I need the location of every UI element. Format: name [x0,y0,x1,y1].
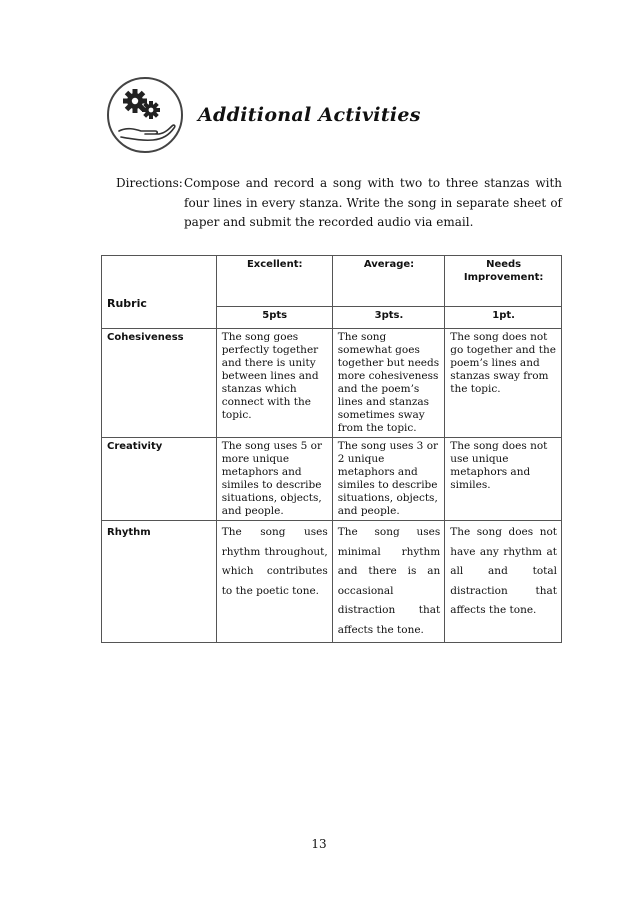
table-row [102,521,562,643]
average-cell: The song uses 3 or 2 unique metaphors and similes to describe situations, objects, and people. [332,438,445,521]
excellent-cell: The song uses 5 or more unique metaphors and similes to describe situations, objects, and people. [216,438,332,521]
criterion-cell: Creativity [102,438,217,521]
average-cell: The song somewhat goes together but needs more cohesiveness and the poem’s lines and stanzas sometimes sway from the topic. [332,329,445,438]
criterion-cell: Rhythm [102,521,217,643]
needs-cell: The song does not go together and the poem’s lines and stanzas sway from the topic. [445,329,562,438]
page-number: 13 [311,837,327,851]
excellent-cell: The song goes perfectly together and there is unity between lines and stanzas which connect with the topic. [216,329,332,438]
header-rubric: Rubric [102,256,217,329]
average-cell: The song uses minimal rhythm and there is an occasional distraction that affects the tone. [332,521,445,643]
directions-label: Directions: [116,176,183,190]
criterion-cell: Cohesiveness [102,329,217,438]
needs-cell: The song does not have any rhythm at all and total distraction that affects the tone. [445,521,562,643]
header-needs-improvement: Needs Improvement: [445,256,562,307]
directions-text: Compose and record a song with two to three stanzas with four lines in every stanza. Write the song in separate sheet of paper and submit the recorded audio via email. [184,176,562,229]
table-header-row [102,256,562,307]
points-needs-improvement: 1pt. [445,307,562,329]
excellent-cell: The song uses rhythm throughout, which contributes to the poetic tone. [216,521,332,643]
table-row [102,329,562,438]
header-average: Average: [332,256,445,307]
header-excellent: Excellent: [216,256,332,307]
page-title: Additional Activities [198,104,421,126]
rubric-table [101,255,562,643]
gears-icon-graphic [109,79,181,151]
needs-cell: The song does not use unique metaphors and similes. [445,438,562,521]
points-excellent: 5pts [216,307,332,329]
table-row [102,438,562,521]
points-average: 3pts. [332,307,445,329]
gears-on-hand-icon [107,77,183,153]
